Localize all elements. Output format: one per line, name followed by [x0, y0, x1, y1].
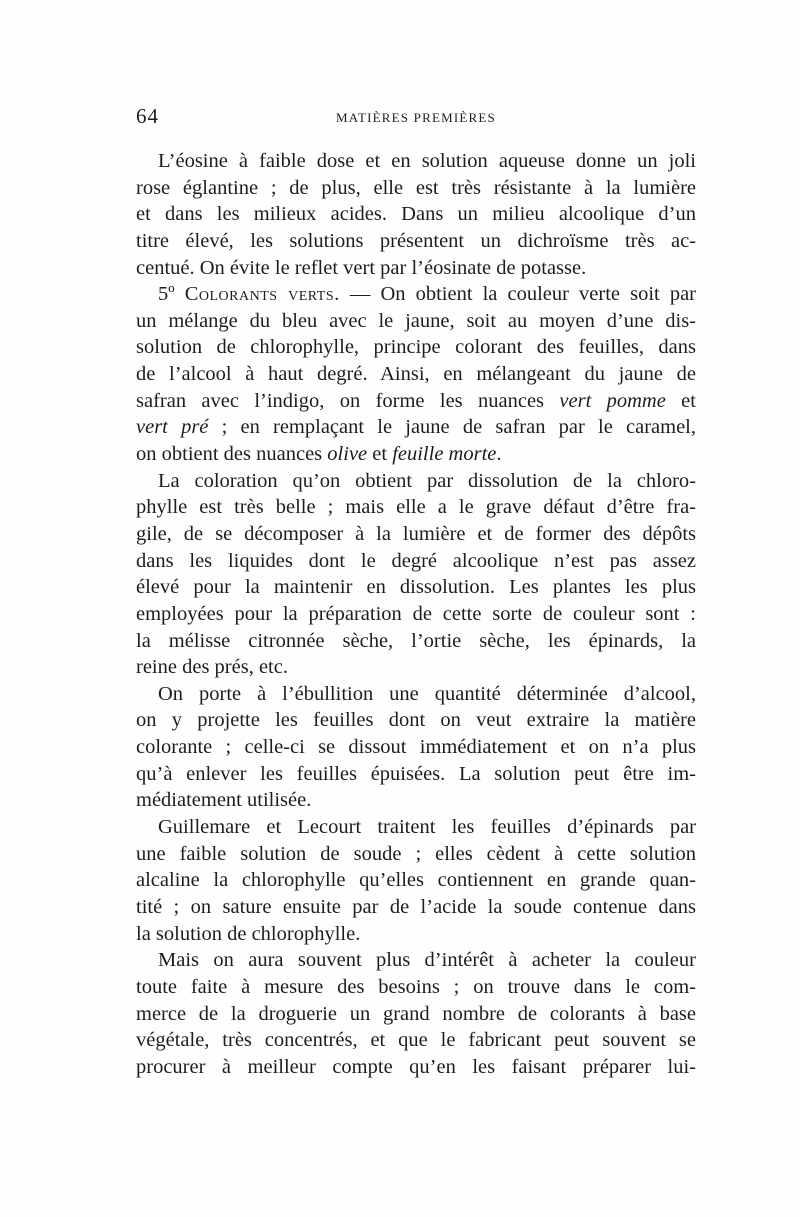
running-head: MATIÈRES PREMIÈRES [336, 110, 496, 125]
section-heading-line [136, 281, 696, 308]
text-line: solution de chlorophylle, principe colorant des feuilles, dans [136, 336, 696, 359]
text-line: centué. On évite le reflet vert par l’éosinate de potasse. [136, 256, 587, 279]
text-segment: on obtient des nuances [136, 443, 328, 466]
text-line [136, 388, 696, 415]
italic-term: vert pré [136, 416, 209, 439]
text-line: de l’alcool à haut degré. Ainsi, en mélangeant du jaune de [136, 363, 696, 386]
italic-term: feuille morte [392, 443, 497, 466]
text-line: employées pour la préparation de cette sorte de couleur sont : [136, 602, 696, 625]
text-segment: . [496, 443, 502, 466]
text-line: la solution de chlorophylle. [136, 922, 361, 945]
text-segment: et [367, 443, 393, 466]
text-segment: et [665, 389, 696, 412]
text-line: tité ; on sature ensuite par de l’acide la soude contenue dans [136, 895, 696, 918]
text-line: titre élevé, les solutions présentent un dichroïsme très ac- [136, 229, 696, 252]
text-line: La coloration qu’on obtient par dissolution de la chloro- [158, 469, 696, 492]
text-line: qu’à enlever les feuilles épuisées. La solution peut être im- [136, 762, 696, 785]
section-heading: Colorants verts. [184, 283, 340, 306]
text-line: Mais on aura souvent plus d’intérêt à acheter la couleur [158, 949, 696, 972]
italic-term: vert pomme [559, 389, 666, 412]
text-line: élevé pour la maintenir en dissolution. Les plantes les plus [136, 576, 696, 599]
text-line: on y projette les feuilles dont on veut extraire la matière [136, 709, 696, 732]
text-line: merce de la droguerie un grand nombre de colorants à base [136, 1002, 696, 1025]
text-line [136, 414, 696, 441]
text-line: végétale, très concentrés, et que le fabricant peut souvent se [136, 1029, 696, 1052]
text-line: Guillemare et Lecourt traitent les feuilles d’épinards par [158, 816, 696, 839]
text-line: une faible solution de soude ; elles cèdent à cette solution [136, 842, 696, 865]
body-text [136, 148, 696, 1080]
text-segment: ; en remplaçant le jaune de safran par le caramel, [208, 416, 696, 439]
text-line: toute faite à mesure des besoins ; on trouve dans le com- [136, 975, 696, 998]
text-line: phylle est très belle ; mais elle a le grave défaut d’être fra- [136, 496, 696, 519]
text-line: colorante ; celle-ci se dissout immédiatement et on n’a plus [136, 736, 696, 759]
text-line: et dans les milieux acides. Dans un milieu alcoolique d’un [136, 203, 696, 226]
page-number: 64 [136, 104, 159, 128]
text-line: procurer à meilleur compte qu’en les faisant préparer lui- [136, 1055, 696, 1078]
text-segment: safran avec l’indigo, on forme les nuances [136, 389, 560, 412]
text-line: L’éosine à faible dose et en solution aqueuse donne un joli [158, 150, 696, 172]
italic-term: olive [327, 443, 368, 466]
section-number: 5º [158, 283, 175, 306]
text-segment: — On obtient la couleur verte soit par [339, 283, 696, 306]
text-line: alcaline la chlorophylle qu’elles contiennent en grande quan- [136, 869, 696, 892]
text-line: gile, de se décomposer à la lumière et de former des dépôts [136, 522, 696, 545]
text-line: la mélisse citronnée sèche, l’ortie sèche, les épinards, la [136, 629, 696, 652]
text-line: reine des prés, etc. [136, 656, 288, 679]
text-line: On porte à l’ébullition une quantité déterminée d’alcool, [158, 682, 696, 705]
text-line: médiatement utilisée. [136, 789, 312, 812]
text-line [136, 441, 696, 468]
page-header [136, 104, 696, 128]
text-line: rose églantine ; de plus, elle est très résistante à la lumière [136, 176, 696, 199]
text-line: dans les liquides dont le degré alcoolique n’est pas assez [136, 549, 696, 572]
text-line: un mélange du bleu avec le jaune, soit au moyen d’une dis- [136, 309, 696, 332]
